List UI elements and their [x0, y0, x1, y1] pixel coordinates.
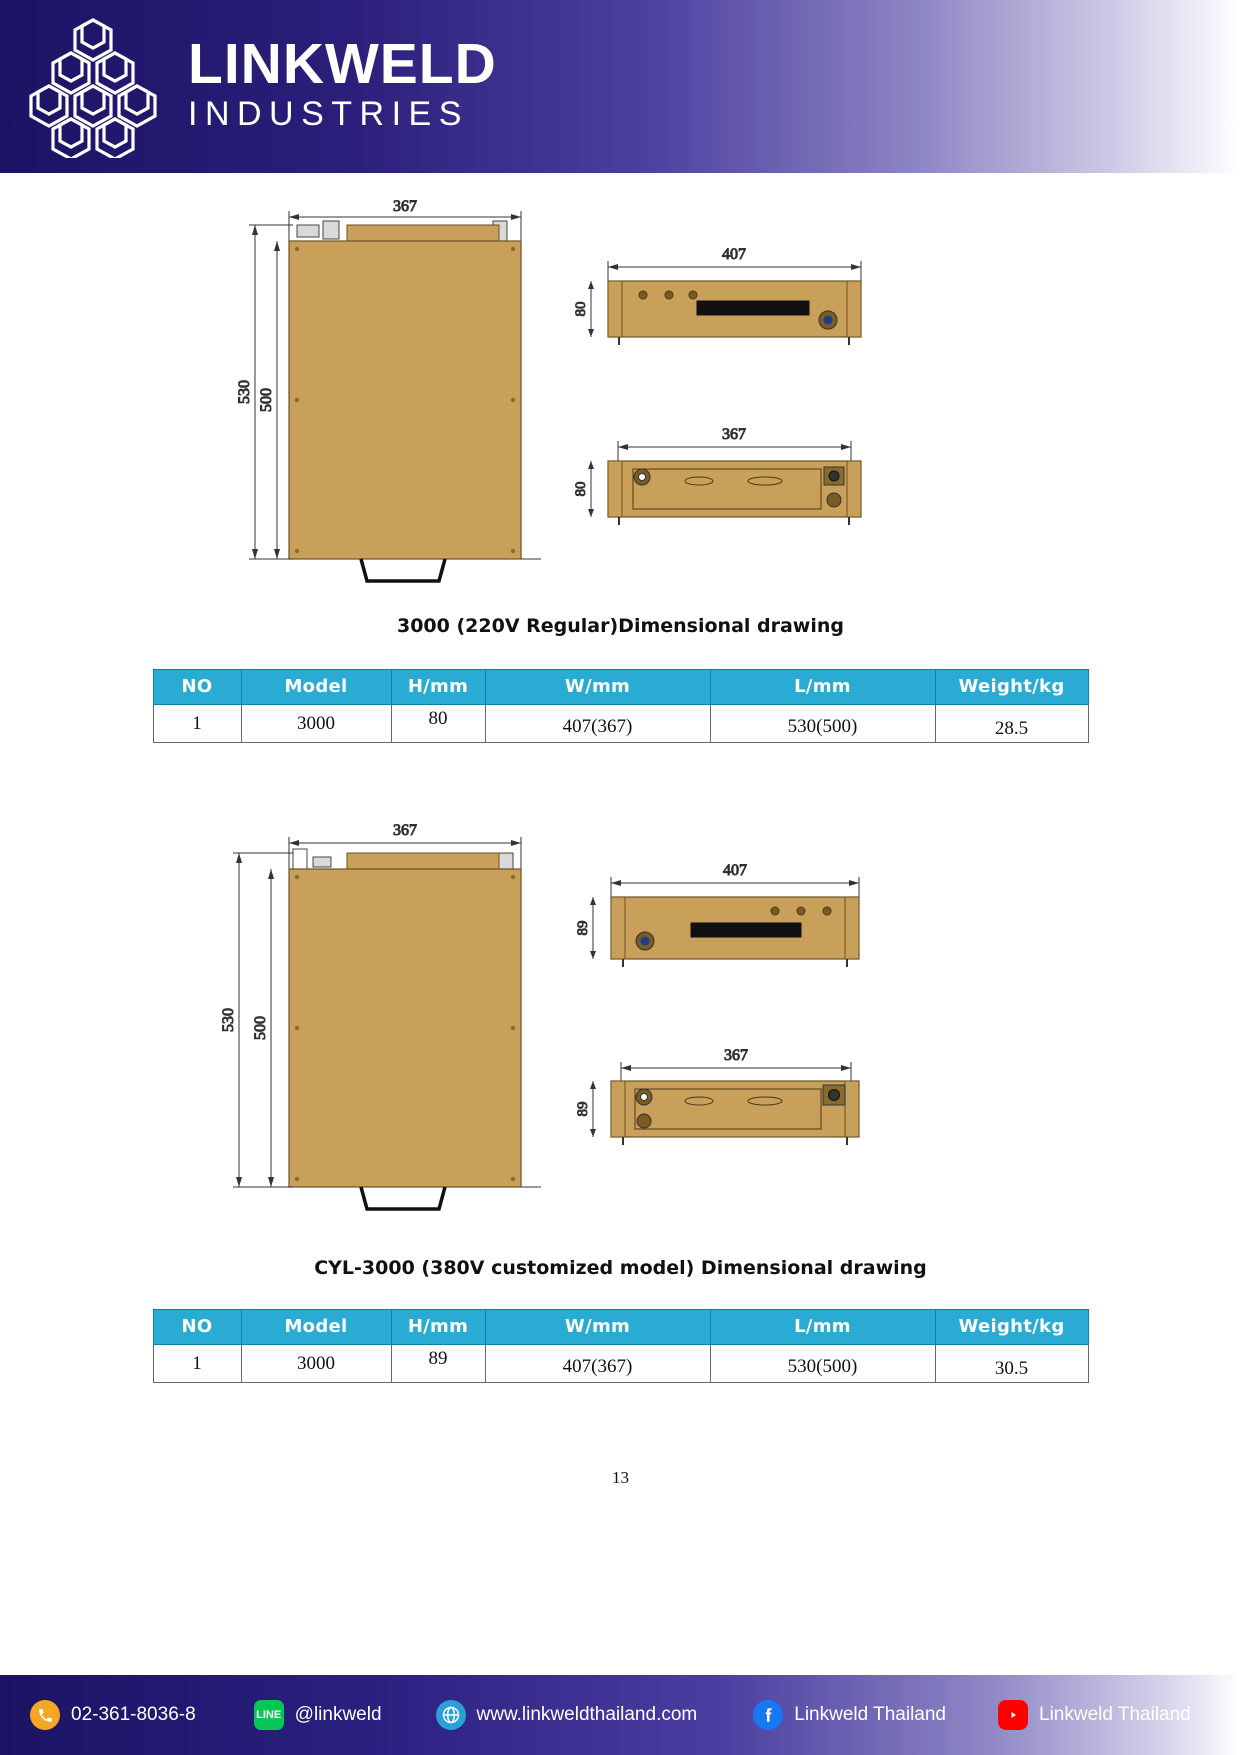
phone-icon [30, 1700, 60, 1730]
table-header-row [153, 1310, 1088, 1345]
globe-icon [436, 1700, 466, 1730]
cell-w: 407(367) [485, 708, 710, 746]
svg-text:407: 407 [721, 246, 746, 263]
page-header [0, 0, 1241, 173]
table-header-row [153, 670, 1088, 705]
facebook-icon [753, 1700, 783, 1730]
column-header-l: L/mm [710, 1310, 935, 1345]
column-header-no: NO [153, 1310, 241, 1345]
footer-youtube[interactable] [998, 1700, 1191, 1730]
column-header-no: NO [153, 670, 241, 705]
footer-facebook[interactable] [753, 1700, 946, 1730]
figure-2-caption: CYL-3000 (380V customized model) Dimensional drawing [314, 1257, 927, 1279]
svg-text:89: 89 [574, 920, 591, 936]
youtube-icon [998, 1700, 1028, 1730]
svg-text:367: 367 [723, 1047, 748, 1064]
footer-youtube-text: Linkweld Thailand [1039, 1704, 1191, 1725]
footer-line-text: @linkweld [294, 1704, 382, 1725]
cell-l: 530(500) [710, 708, 935, 746]
svg-text:89: 89 [574, 1101, 591, 1117]
footer-phone[interactable] [30, 1700, 196, 1730]
spec-table-1 [153, 669, 1089, 743]
column-header-h: H/mm [391, 1310, 485, 1345]
cell-weight: 30.5 [935, 1350, 1088, 1388]
column-header-h: H/mm [391, 670, 485, 705]
brand-subtitle: INDUSTRIES [188, 94, 469, 133]
figure-1 [0, 185, 1241, 637]
column-header-weight: Weight/kg [935, 1310, 1088, 1345]
spec-table-2 [153, 1309, 1089, 1383]
figure-2 [0, 813, 1241, 1279]
cell-w: 407(367) [485, 1348, 710, 1386]
svg-text:530: 530 [235, 380, 253, 404]
column-header-w: W/mm [485, 670, 710, 705]
column-header-model: Model [241, 1310, 391, 1345]
footer-website[interactable] [436, 1700, 698, 1730]
svg-text:500: 500 [251, 1016, 269, 1040]
cell-no: 1 [153, 705, 241, 743]
table-row [153, 1345, 1088, 1383]
svg-text:80: 80 [572, 301, 589, 317]
cell-l: 530(500) [710, 1348, 935, 1386]
figure-1-caption: 3000 (220V Regular)Dimensional drawing [396, 615, 845, 637]
svg-text:530: 530 [219, 1008, 237, 1032]
footer-facebook-text: Linkweld Thailand [794, 1704, 946, 1725]
page-footer [0, 1675, 1241, 1755]
brand-name: LINKWELD [188, 31, 497, 96]
cell-model: 3000 [241, 705, 391, 743]
column-header-model: Model [241, 670, 391, 705]
cell-h: 89 [391, 1340, 485, 1378]
brand-logo [18, 8, 497, 158]
dimensional-drawing-2 [121, 813, 1121, 1253]
page-number: 13 [612, 1468, 629, 1487]
footer-website-text: www.linkweldthailand.com [476, 1704, 698, 1725]
svg-text:367: 367 [392, 822, 417, 839]
footer-line[interactable] [254, 1700, 382, 1730]
svg-text:407: 407 [722, 862, 747, 879]
line-icon: LINE [254, 1700, 284, 1730]
table-row [153, 705, 1088, 743]
dimensional-drawing-1 [121, 185, 1121, 605]
svg-text:500: 500 [257, 388, 275, 412]
page-content [0, 185, 1241, 1488]
linkweld-cube-logo-icon [18, 8, 168, 158]
column-header-w: W/mm [485, 1310, 710, 1345]
cell-no: 1 [153, 1345, 241, 1383]
column-header-l: L/mm [710, 670, 935, 705]
footer-phone-text: 02-361-8036-8 [71, 1704, 196, 1725]
column-header-weight: Weight/kg [935, 670, 1088, 705]
svg-text:80: 80 [572, 481, 589, 497]
cell-weight: 28.5 [935, 710, 1088, 748]
svg-text:367: 367 [721, 426, 746, 443]
cell-h: 80 [391, 700, 485, 738]
cell-model: 3000 [241, 1345, 391, 1383]
svg-text:367: 367 [392, 198, 417, 215]
